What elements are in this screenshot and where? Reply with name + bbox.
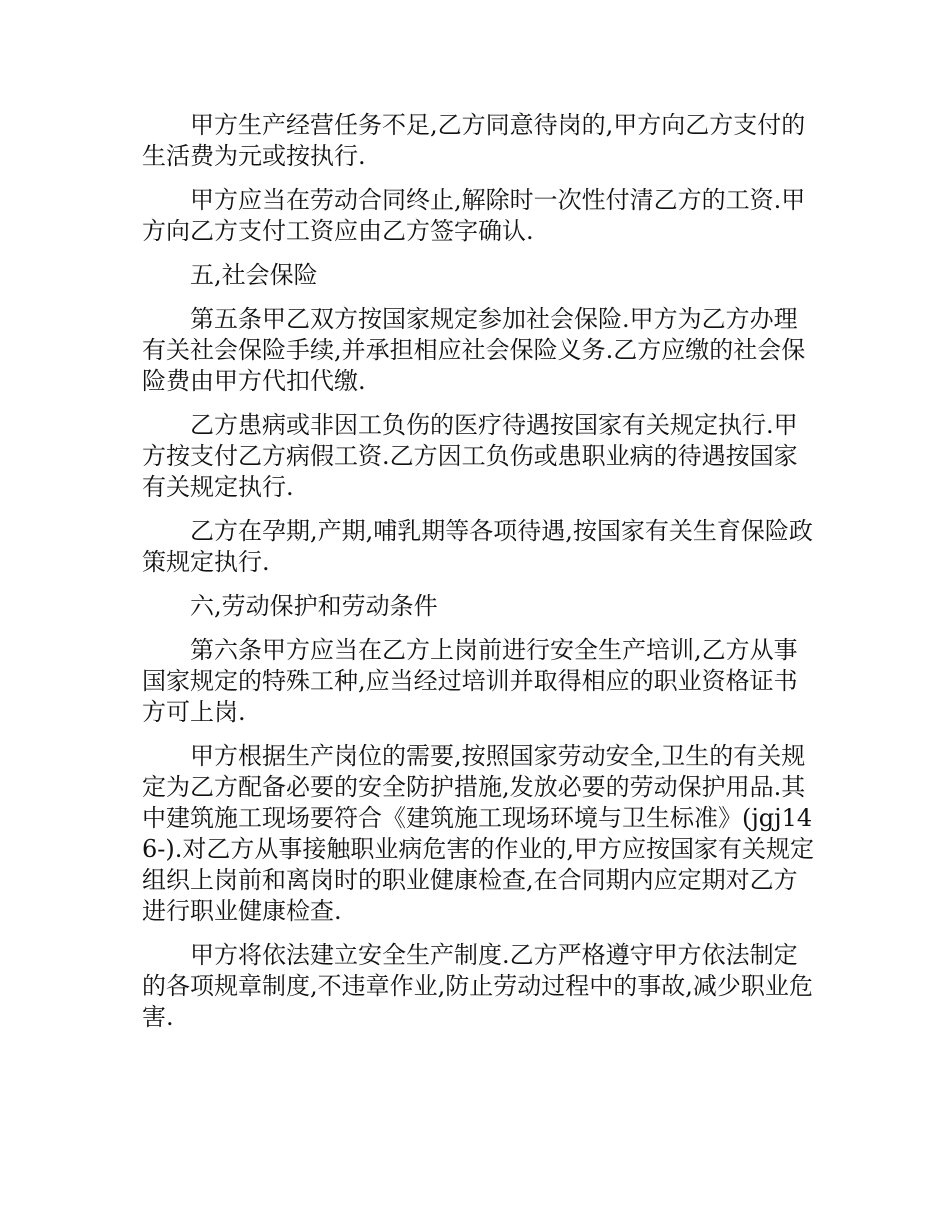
document-page	[142, 110, 814, 1046]
section-heading-labor-protection: 六,劳动保护和劳动条件	[190, 592, 438, 620]
section-heading-social-insurance: 五,社会保险	[190, 261, 318, 289]
paragraph-article-6: 第六条甲方应当在乙方上岗前进行安全生产培训,乙方从事国家规定的特殊工种,应当经过培训并取得相应的职业资格证书方可上岗.	[142, 636, 798, 726]
paragraph-safety-equipment: 甲方根据生产岗位的需要,按照国家劳动安全,卫生的有关规定为乙方配备必要的安全防护措施,发放必要的劳动保护用品.其中建筑施工现场要符合《建筑施工现场环境与卫生标准》(jgj146-).对乙方从事接触职业病危害的作业的,甲方应按国家有关规定组织上岗前和离岗时的职业健康检查,在合同期内应定期对乙方进行职业健康检查.	[142, 742, 814, 925]
paragraph-article-5: 第五条甲乙双方按国家规定参加社会保险.甲方为乙方办理有关社会保险手续,并承担相应社会保险义务.乙方应缴的社会保险费由甲方代扣代缴.	[142, 305, 806, 395]
paragraph-maternity: 乙方在孕期,产期,哺乳期等各项待遇,按国家有关生育保险政策规定执行.	[142, 517, 813, 576]
paragraph-wage-settlement: 甲方应当在劳动合同终止,解除时一次性付清乙方的工资.甲方向乙方支付工资应由乙方签字确认.	[142, 186, 806, 245]
paragraph-safety-system: 甲方将依法建立安全生产制度.乙方严格遵守甲方依法制定的各项规章制度,不违章作业,防止劳动过程中的事故,减少职业危害.	[142, 941, 813, 1031]
paragraph-waiting-post-allowance: 甲方生产经营任务不足,乙方同意待岗的,甲方向乙方支付的生活费为元或按执行.	[142, 111, 806, 170]
paragraph-sick-leave: 乙方患病或非因工负伤的医疗待遇按国家有关规定执行.甲方按支付乙方病假工资.乙方因工负伤或患职业病的待遇按国家有关规定执行.	[142, 411, 798, 501]
